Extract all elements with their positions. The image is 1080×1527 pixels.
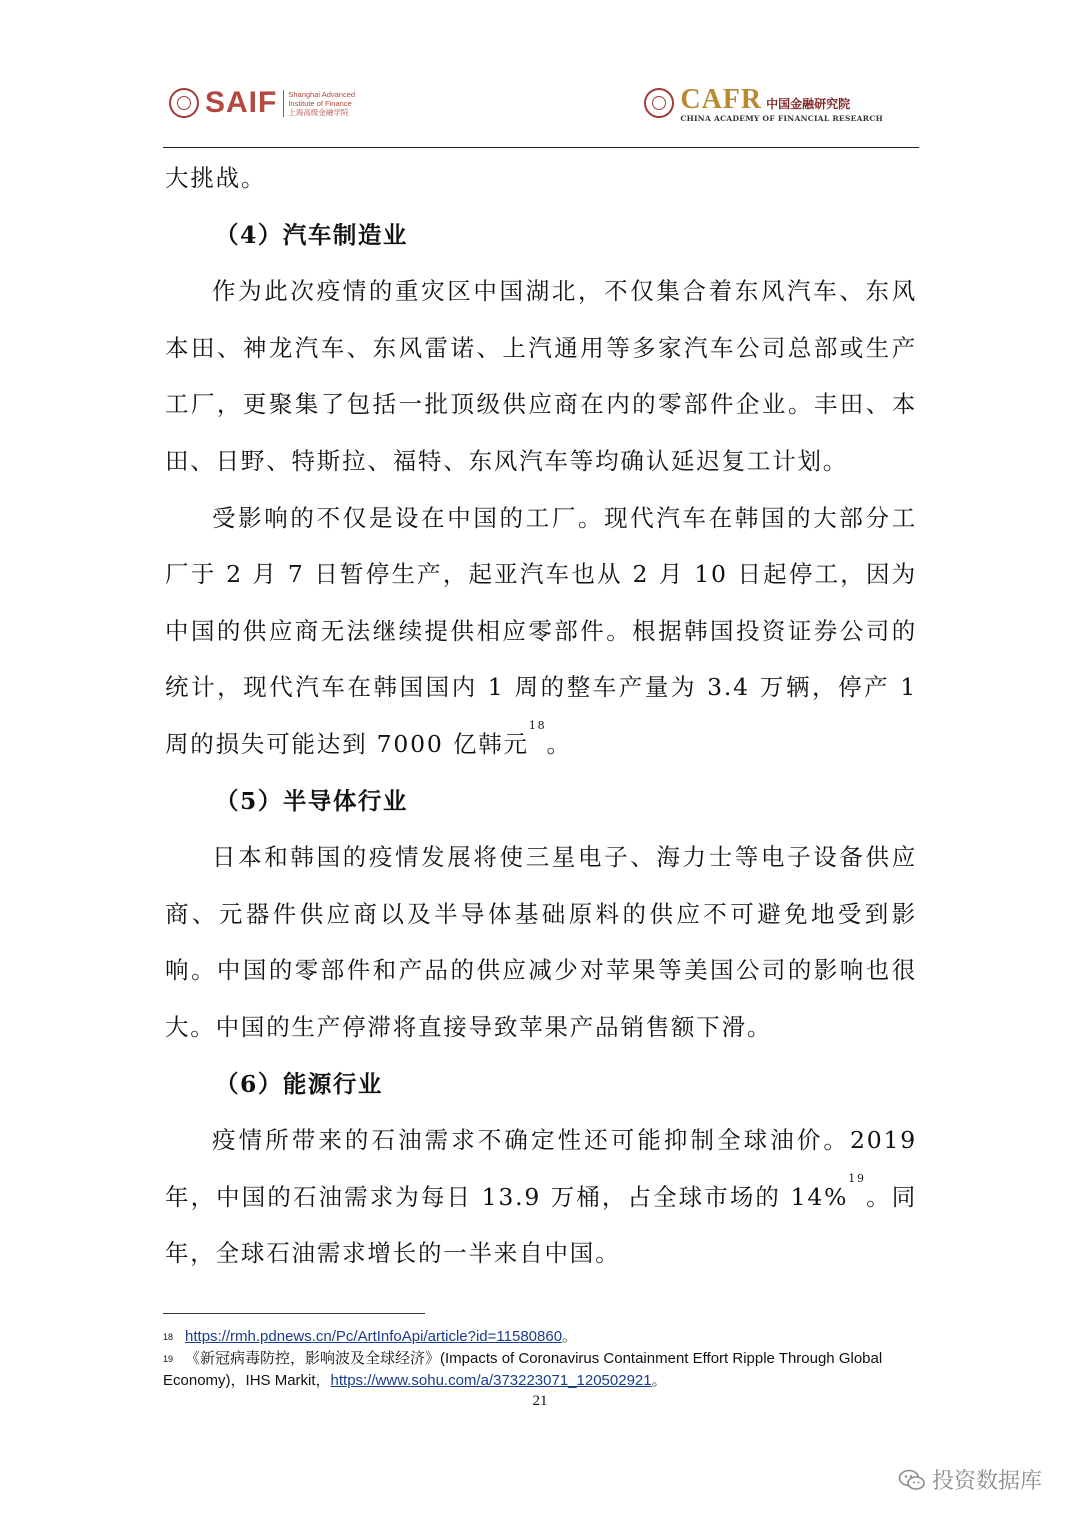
paragraph-semiconductor: 日本和韩国的疫情发展将使三星电子、海力士等电子设备供应商、元器件供应商以及半导体基础原料的供应不可避免地受到影响。中国的零部件和产品的供应减少对苹果等美国公司的影响也很大。中国的生产停滞将直接导致苹果产品销售额下滑。 [165,843,917,1041]
saif-logo-subtitle [283,90,355,117]
watermark [898,1464,1042,1495]
cafr-logo-cn: 中国金融研究院 [766,96,851,111]
footnote-ref-18[interactable]: 18 [528,718,547,732]
paragraph-continuation: 大挑战。 [165,164,267,192]
wechat-icon [898,1469,926,1491]
footnote-ref-19[interactable]: 19 [848,1171,866,1185]
footnote-divider [163,1313,425,1314]
footnote-19-link[interactable]: https://www.sohu.com/a/373223071_120502921 [330,1372,652,1389]
footnotes [163,1326,919,1392]
paragraph-automotive-hubei: 作为此次疫情的重灾区中国湖北，不仅集合着东风汽车、东风本田、神龙汽车、东风雷诺、上汽通用等多家汽车公司总部或生产工厂，更聚集了包括一批顶级供应商在内的零部件企业。丰田、本田、日野、特斯拉、福特、东风汽车等均确认延迟复工计划。 [165,277,917,475]
footnote-18 [163,1326,919,1348]
section-heading-semiconductor: （5）半导体行业 [215,786,408,815]
saif-seal-icon [169,88,199,118]
document-body [165,150,917,1282]
cafr-logo-text: CAFR [680,83,763,115]
footnote-number: 19 [163,1354,174,1364]
saif-logo-text: SAIF [205,86,278,119]
saif-logo [169,78,355,128]
section-heading-energy: （6）能源行业 [215,1069,383,1098]
cafr-logo [644,78,883,128]
page-header [163,72,919,148]
footnote-18-link[interactable]: https://rmh.pdnews.cn/Pc/ArtInfoApi/article?id=11580860 [185,1328,563,1345]
page-number: 21 [532,1393,548,1409]
cafr-seal-icon [644,88,674,118]
footnote-number: 18 [163,1332,174,1342]
footnote-end: 。 [651,1372,667,1389]
paragraph-end: 。 [546,729,572,758]
section-heading-automotive: （4）汽车制造业 [215,220,408,249]
paragraph-text: 受影响的不仅是设在中国的工厂。现代汽车在韩国的大部分工厂于 2 月 7 日暂停生产，起亚汽车也从 2 月 10 日起停工，因为中国的供应商无法继续提供相应零部件。根据韩国投资证券公司的统计，现代汽车在韩国国内 1 周的整车产量为 3.4 万辆，停产 1 周的损失可能达到 7000 亿韩元 [165,503,917,758]
cafr-logo-en: CHINA ACADEMY OF FINANCIAL RESEARCH [680,113,883,123]
saif-sub-line-1: Shanghai Advanced [288,89,356,99]
footnote-text: 《新冠病毒防控，影响波及全球经济》(Impacts of Coronavirus Containment Effort Ripple Through Global Economy)，IHS Markit， [163,1350,883,1389]
paragraph-text: 疫情所带来的石油需求不确定性还可能抑制全球油价。2019 年，中国的石油需求为每日 13.9 万桶，占全球市场的 14% [165,1126,917,1211]
paragraph-energy [165,1112,917,1282]
paragraph-end: 。同年，全球石油需求增长的一半来自中国。 [165,1182,917,1268]
saif-sub-line-3: 上海高级金融学院 [288,107,349,117]
saif-sub-line-2: Institute of Finance [288,98,352,108]
watermark-text: 投资数据库 [931,1469,1042,1494]
footnote-end: 。 [562,1328,578,1345]
footnote-19 [163,1348,919,1392]
header-divider [163,147,919,149]
paragraph-automotive-korea [165,490,917,773]
